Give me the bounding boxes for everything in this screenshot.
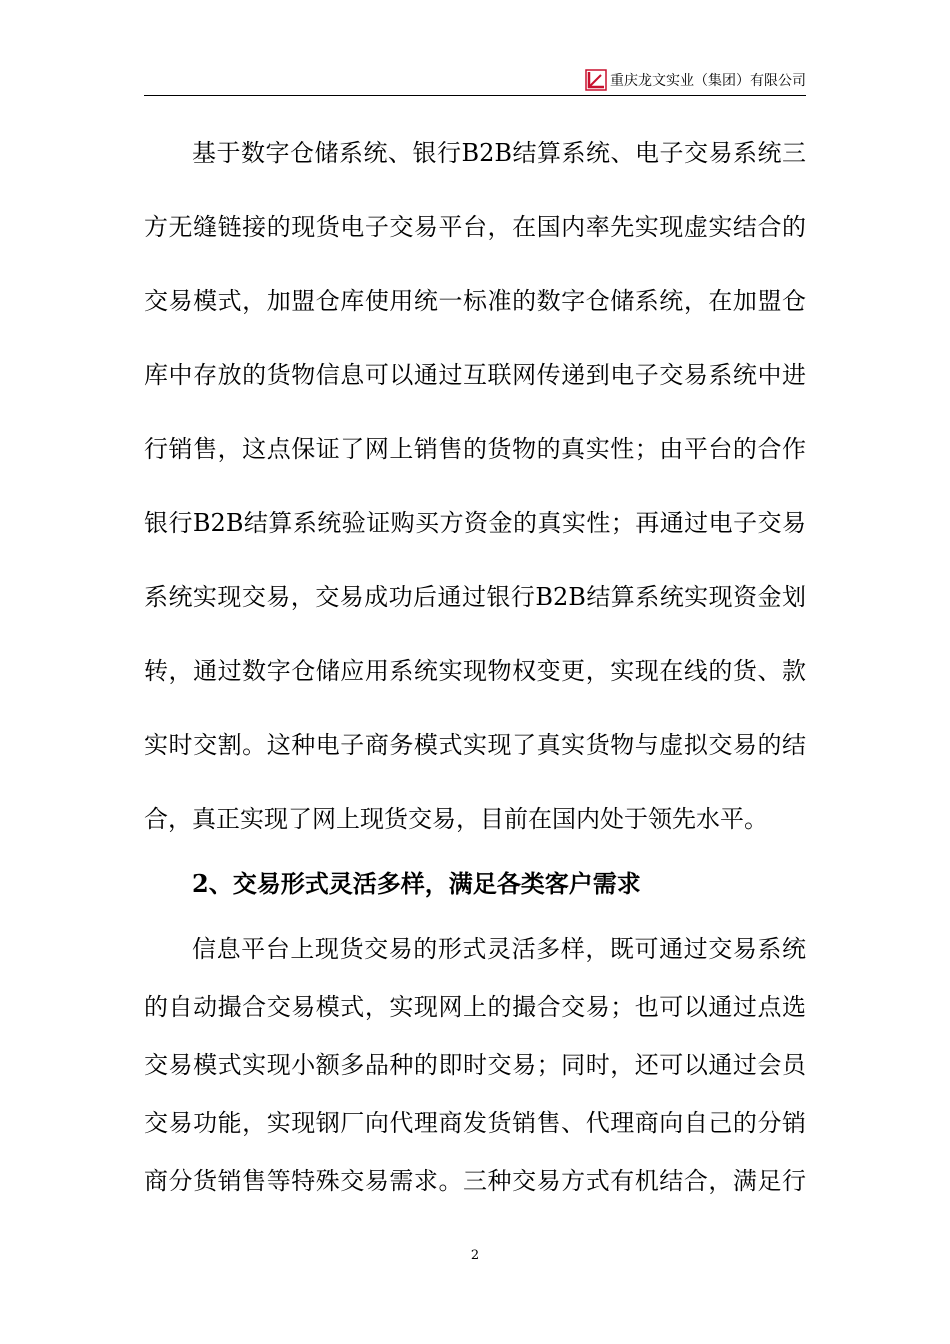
paragraph-line: 交易模式实现小额多品种的即时交易；同时，还可以通过会员 (144, 1051, 806, 1079)
section-heading: 2、交易形式灵活多样，满足各类客户需求 (192, 869, 641, 898)
paragraph-line: 的自动撮合交易模式，实现网上的撮合交易；也可以通过点选 (144, 993, 806, 1021)
paragraph-line: 实时交割。这种电子商务模式实现了真实货物与虚拟交易的结 (144, 731, 806, 759)
paragraph-line: 库中存放的货物信息可以通过互联网传递到电子交易系统中进 (144, 361, 806, 389)
page-header (144, 66, 806, 96)
paragraph-line: 转，通过数字仓储应用系统实现物权变更，实现在线的货、款 (144, 657, 806, 685)
paragraph-line: 方无缝链接的现货电子交易平台，在国内率先实现虚实结合的 (144, 213, 806, 241)
paragraph-line: 行销售，这点保证了网上销售的货物的真实性；由平台的合作 (144, 435, 806, 463)
paragraph-line: 商分货销售等特殊交易需求。三种交易方式有机结合，满足行 (144, 1167, 806, 1195)
paragraph-line: 合，真正实现了网上现货交易，目前在国内处于领先水平。 (144, 805, 768, 833)
paragraph-line: 系统实现交易，交易成功后通过银行B2B结算系统实现资金划 (144, 583, 806, 611)
header-brand (585, 66, 806, 94)
header-rule (144, 95, 806, 96)
paragraph-line: 基于数字仓储系统、银行B2B结算系统、电子交易系统三 (192, 139, 806, 167)
company-logo-icon (585, 69, 607, 91)
paragraph-line: 信息平台上现货交易的形式灵活多样，既可通过交易系统 (192, 935, 806, 963)
paragraph-line: 交易模式，加盟仓库使用统一标准的数字仓储系统，在加盟仓 (144, 287, 806, 315)
page-number: 2 (470, 1248, 480, 1263)
company-name: 重庆龙文实业（集团）有限公司 (610, 73, 806, 89)
paragraph-line: 银行B2B结算系统验证购买方资金的真实性；再通过电子交易 (144, 509, 806, 537)
paragraph-line: 交易功能，实现钢厂向代理商发货销售、代理商向自己的分销 (144, 1109, 806, 1137)
